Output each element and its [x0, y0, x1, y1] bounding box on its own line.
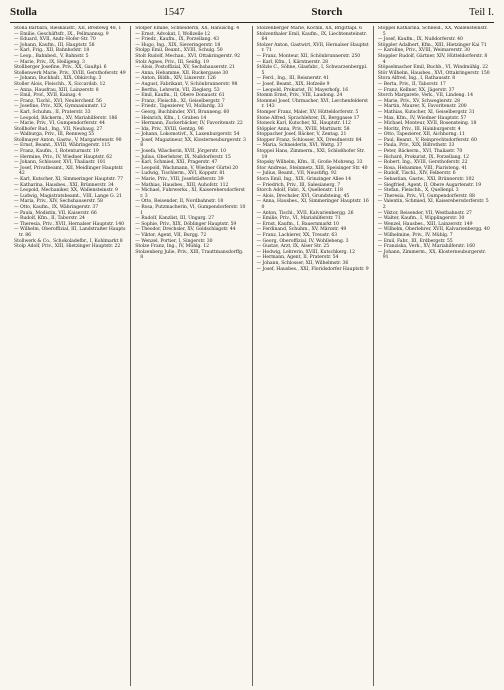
directory-entry: — Paula, Modistin, VII, Kaiserstr. 66	[14, 210, 97, 216]
directory-entry: — Rosa, Hebamme, VIII, Piaristeng. 41	[377, 165, 468, 171]
directory-entry: Stollwerk & Co., Schokoladefbr., I, Kohlmarkt 8	[14, 238, 123, 244]
directory-entry: — Bertha, Lehrerin, VII, Zieglerg. 53	[135, 87, 220, 93]
directory-entry: Stollenwerk Marie, Priv., XVIII, Gersthoferstr. 49	[14, 70, 126, 76]
directory-entry: Stoppacher Josef, Bäcker, V, Zentag. 21	[256, 132, 347, 138]
directory-entry: — Wilhelm, Oberoffizial, III, Landstraßer Hauptstr. 86	[14, 227, 126, 238]
directory-entry: — Max, Kfm., IV, Wiedner Hauptstr. 57	[377, 115, 467, 121]
directory-entry: — Stefan, Fleischh., X, Quellenpl. 3	[377, 188, 459, 194]
directory-entry: — Leop., Bahnbed., V, Bahnstr. 5	[14, 53, 89, 59]
column-3	[253, 26, 374, 686]
directory-entry: — Leopold, Bäckerm., XV, Mariahilferstr. 186	[14, 115, 118, 121]
directory-entry: — Josef, Kaufm., IX, Nußdorferstr. 40	[377, 37, 463, 43]
header-rule	[10, 22, 494, 23]
directory-entry: — Mathias, Kutscher, XI, Geiselbergstr. 31	[377, 109, 475, 115]
directory-entry: — Johann, Schlosser, XVI, Thaliastr. 101	[14, 160, 106, 166]
directory-entry: — Heinrich, Kfm., I, Graben 14	[135, 115, 207, 121]
directory-entry: — Hedwig, Lehrerin, XVIII, Kutschkerg. 12	[256, 249, 355, 255]
directory-entry: — Ernst, Advokat, I, Wollzeile 12	[135, 31, 211, 37]
directory-entry: Stölzle C., Söhne, Glasfabr., I, Schwarzenbergpl. 5	[256, 65, 368, 76]
directory-entry: — Walburga, Priv., III, Rennweg 55	[14, 132, 95, 138]
directory-entry: — Josefine, Priv., XIX, Gymnasiumstr. 12	[14, 104, 107, 110]
directory-entry: Stolze Franz, Ing., IV, Mühlg. 12	[135, 244, 209, 250]
directory-entry: — Marie, Priv., XV, Schweglerstr. 28	[377, 98, 460, 104]
directory-entry: — Alois, Drechsler, XVI, Grundsteing. 45	[256, 193, 350, 199]
directory-entry: — Hermine, Priv., IV, Wiedner Hauptstr. 62	[14, 154, 112, 160]
directory-entry: Stora Alfred, Ing., I, Rathausstr. 8	[377, 76, 456, 82]
directory-entry: — Martin, Maurer, X, Favoritenstr. 200	[377, 104, 467, 110]
directory-entry: — Maria, Priv., XIV, Sechshauserstr. 58	[14, 199, 103, 205]
directory-entry: Stopper Franz, Schlosser, XX, Dresdnerstr. 84	[256, 137, 362, 143]
directory-entry: Stoneck Karl, Kutscher, XI, Hauptstr. 112	[256, 121, 351, 127]
directory-entry: — Hermann, Zuckerbäcker, IV, Favoritenstr. 22	[135, 121, 243, 127]
directory-entry: — Viktor, Agent, VII, Burgg. 72	[135, 232, 207, 238]
directory-entry: — Friedrich, Priv., III, Salesianerg. 7	[256, 182, 341, 188]
directory-entry: — Hugo, Ing., XIX, Sieveringerstr. 18	[135, 42, 221, 48]
directory-entry: — Johann, Kaufm., III, Hauptstr. 58	[14, 42, 95, 48]
directory-entry: — Peter, Bäckerm., XVI, Thaliastr. 70	[377, 149, 463, 155]
directory-entry: — Leopold, Wachmann, V, Wiedner Gürtel 20	[135, 165, 239, 171]
directory-entry: — Ernst, Beamt., XVIII, Währingerstr. 115	[14, 143, 111, 149]
directory-entry: — Julius, Oberlehrer, IX, Nußdorferstr. 15	[135, 154, 231, 160]
directory-entry: Stone Alfred, Sprachlehrer, IX, Berggasse 17	[256, 115, 360, 121]
directory-entry: — Josefa, Wäscherin, XVII, Jörgerstr. 10	[135, 149, 227, 155]
directory-entry: — Anna, Hausfrau, XIII, Lainzerstr. 8	[14, 87, 99, 93]
directory-entry: Stollhofer Rud., Ing., VII, Neubaug. 27	[14, 126, 103, 132]
directory-entry: — Eduard, XVII, Andr.-Hofer-Str. 70	[14, 37, 96, 43]
directory-entry: Stolzenthaler Emil, Kaufm., IX, Liechtensteinstr. 64	[256, 31, 367, 43]
directory-entry: — Ludwig, Magistratsbeamt., VIII, Lange G. 21	[14, 193, 123, 199]
directory-entry: — Marie, Priv., VI, Gumpendorferstr. 44	[14, 121, 105, 127]
directory-entry: — Georg, Oberoffizial, IV, Wohllebeng. 3	[256, 238, 349, 244]
directory-entry: — Richard, Prokurist, IX, Porzellang. 12	[377, 154, 469, 160]
directory-entry: — Anna, Hausbes., XI, Simmeringer Hauptstr. 160	[256, 199, 369, 210]
directory-entry: — Moritz, Priv., III, Hainburgerstr. 4	[377, 126, 461, 132]
directory-entry: — Wenzel, Portier, I, Singerstr. 30	[135, 238, 213, 244]
directory-entry: — Michael, Fuhrwerks., XI, Kaiserebersdorferstr. 3	[135, 188, 245, 199]
directory-entry: — Gustav, Arzt, IX, Alser Str. 25	[256, 244, 330, 250]
directory-entry: — Karl, Schmied, XXI, Pragerstr. 47	[135, 160, 218, 166]
directory-entry: — Georg, Buchbinder, XVI, Brunneng. 60	[135, 109, 230, 115]
directory-entry: Stolt Rudolf, Mechan., XVI, Ottakringerstr. 92	[135, 53, 241, 59]
directory-entry: — Franz, Tischl., XVI, Neulerchenf. 56	[14, 98, 102, 104]
directory-entry: — Wilhelm, Oberlehrer, XVII, Kalvarienbergg. 40	[377, 227, 490, 233]
directory-entry: — August, Fabrikant, V, Schönbrunnerstr. 98	[135, 81, 238, 87]
directory-entry: Stomper Franz, Maler, XV, Hütteldorferstr. 5	[256, 109, 359, 115]
directory-entry: — Emil, Kaufm., II, Obere Donaustr. 61	[135, 93, 225, 99]
directory-entry: Stollmayer Anton, Gastw., V, Margaretenstr. 90	[14, 137, 122, 143]
directory-entry: — Paula, Priv., XIX, Billrothstr. 33	[377, 143, 455, 149]
page-header	[10, 6, 494, 22]
directory-entry: — Friedr., Tapezierer, VI, Mollardg. 33	[135, 104, 224, 110]
directory-entry: — Wilhelmine, Priv., IV, Mühlg. 7	[377, 232, 453, 238]
directory-entry: — Viktor, Reisender, VII, Westbahnstr. 27	[377, 210, 472, 216]
directory-entry: — Sebastian, Gastw., XXI, Brünnerstr. 102	[377, 177, 475, 183]
directory-entry: — Karl, Frig., XII, Bahnhofstr. 18	[14, 48, 90, 54]
directory-entry: — Theodor, Drechsler, XV, Goldschlagstr. 44	[135, 227, 236, 233]
directory-entry: — Walter, Kaufm., I, Wipplingerstr. 30	[377, 216, 465, 222]
directory-entry: — Rudolf, Kanzlist, III, Ungarg. 27	[135, 216, 214, 222]
directory-entry: Stommel Josef, Uhrmacher, XVI, Lerchenfelderstr. 143	[256, 98, 368, 110]
directory-entry: Stor Andreas, Steinmetz, XIII, Speisinger Str. 40	[256, 165, 368, 171]
column-2	[131, 26, 252, 686]
directory-entry: — Leopold, Mechaniker, XX, Wallensteinstr. 9	[14, 188, 118, 194]
directory-entry: — Katharina, Hausbes., XXI, Brünnerstr. 34	[14, 182, 114, 188]
page-number: 1547	[163, 7, 185, 18]
directory-entry: Stöpselmacher Emil, Buchb., VI, Windmühlg. 22	[377, 65, 489, 71]
directory-entry: — Rosa, Putzmacherin, VI, Gumpendorferstr. 101	[135, 205, 246, 216]
directory-entry: Stolzer Anton, Gastwirt, XVII, Hernalser Hauptstr. 71	[256, 42, 369, 54]
directory-entry: — Theresia, Priv., VI, Gumpendorferstr. 88	[377, 193, 475, 199]
directory-entry: — Josef, Beamt., XIX, Hofzeile 9	[256, 81, 330, 87]
directory-entry: — Alois, Postoffizial, XV, Sechshauserstr. 21	[135, 65, 235, 71]
directory-entry: — Siegfried, Agent, II, Obere Augartenstr. 19	[377, 182, 482, 188]
directory-entry: — Wenzel, Hausbes., XIII, Lainzerstr. 149	[377, 221, 473, 227]
directory-entry: — Emilie, Priv., VI, Mariahilferstr. 71	[256, 216, 341, 222]
directory-entry: Stollberger Josefine, Priv., XX, Gaußpl. 6	[14, 65, 107, 71]
directory-entry: — Paul, Beamt., V, Reinprechtsdorferstr. 60	[377, 137, 477, 143]
directory-entry: — Karl, Kutscher, XI, Simmeringer Hauptstr. 77	[14, 177, 124, 183]
directory-entry: — Otto, Kaufm., IX, Währingerstr. 37	[14, 205, 99, 210]
directory-entry: — Hermann, Agent, II, Praterstr. 54	[256, 255, 339, 261]
directory-entry: — Karoline, Priv., XVIII, Weimarerstr. 30	[377, 48, 470, 54]
directory-entry: — Rudolf, Tischl., XIV, Felberstr. 6	[377, 171, 456, 177]
left-catchword: Stolla	[10, 6, 37, 18]
directory-entry: — Leopold, Prokurist, IV, Mayerhofg. 16	[256, 87, 349, 93]
directory-entry: Stoppler Rudolf, Gärtner, XIV, Hütteldorferstr. 84	[377, 53, 488, 65]
directory-entry: — Ida, Priv., XVIII, Gentzg. 96	[135, 126, 204, 132]
directory-entry: — Anton, Tischl., XVII, Kalvarienbergg. 26	[256, 210, 354, 216]
directory-entry: — Robert, Ing., XVIII, Gersthoferstr. 22	[377, 160, 468, 166]
directory-entry: Stöppler Adalbert, Kfm., XIII, Hietzinger Kai 71	[377, 42, 487, 48]
directory-entry: — Otto, Tapezierer, XII, Aichhorng. 11	[377, 132, 466, 138]
directory-entry: Stolz Agnes, Priv., III, Seidlg. 19	[135, 59, 209, 65]
directory-entry: — Marie, Priv., VIII, Josefstädterstr. 39	[135, 177, 224, 183]
directory-entry: — Sophie, Priv., XIX, Döblinger Hauptstr. 59	[135, 221, 237, 227]
directory-entry: — Emil, Prof., XVII, Kainzg. 4	[14, 93, 82, 99]
column-1	[10, 26, 131, 686]
directory-entry: — Karl, Kfm., I, Kärntnerstr. 28	[256, 59, 329, 65]
directory-entry: — Theresia, Priv., XVII, Hernalser Hauptstr. 140	[14, 221, 125, 227]
directory-entry: — Rudolf, Kfm., II, Taborstr. 24	[14, 216, 85, 222]
directory-entry: — Josef, Magazineur, XX, Klosterneuburgerstr. 38	[135, 137, 246, 149]
directory-entry: — Franz, Kaufm., I, Rotenturmstr. 19	[14, 149, 99, 155]
directory-entry: Stöppel Katharina, Schneid., XX, Wallensteinstr. 5	[377, 26, 488, 37]
directory-entry: Stora Emil, Ing., XIX, Grinzinger Allee 14	[256, 177, 351, 183]
directory-entry: — Anna, Hebamme, XII, Ruckergasse 30	[135, 70, 229, 76]
directory-entry: — Franz, Monteur, XII, Schönbrunnerstr. 250	[256, 53, 361, 59]
directory-entry: — Anton, Bildh., XIV, Linzerstr. 126	[135, 76, 216, 82]
directory-entry: — Michael, Monteur, XVII, Rosensteing. 18	[377, 121, 477, 127]
directory-entry: Stomm Ernst, Priv., VIII, Laudong. 24	[256, 93, 343, 99]
directory-entry: — Ernst, Kaufm., I, Bauernmarkt 10	[256, 221, 339, 227]
directory-entry: Stolla Barbara, Rieskaustr., XII, Breitewg 48, 1	[14, 26, 122, 31]
directory-entry: Stolpp Emil, Beamt., XVIII, Schulg. 50	[135, 48, 223, 54]
directory-entry: — Johann, Lokomotivf., X, Laxenburgerstr. 54	[135, 132, 240, 138]
directory-entry: — Otto, Reisender, II, Nordbahnstr. 18	[135, 199, 224, 205]
directory-entry: Storch Adolf, Fabr., X, Quellenstr. 118	[256, 188, 343, 194]
directory-entry: — Ferdinand, Schuhm., XV, Märzstr. 49	[256, 227, 347, 233]
directory-entry: — Mathias, Hausbes., XIII, Auhofstr. 112	[135, 182, 229, 188]
directory-entry: — Johann, Buchhalt., XIX, Obkirchg. 3	[14, 76, 102, 82]
directory-entry: — Johann, Zimmerm., XX, Klosterneuburgerstr. 91	[377, 249, 486, 261]
directory-entry: Stolzenberger Marie, Köchin, XX, Brigittapl. 6	[256, 26, 362, 31]
directory-columns	[10, 26, 494, 686]
directory-entry: Stolzenberg Julie, Priv., XIII, Trauttmansdorffg. 8	[135, 249, 244, 261]
directory-entry: Stöppler Anna, Priv., XVIII, Martinstr. 58	[256, 126, 350, 132]
directory-entry: Stopsky Wilhelm, Kfm., II, Große Mohreng. 33	[256, 160, 363, 166]
directory-entry: — Karl, Schuhm., II, Praterstr. 33	[14, 109, 91, 115]
directory-entry: Stoppel Hans, Zimmerm., XXI, Schloßhofer Str. 19	[256, 149, 365, 160]
directory-entry: — Franz, Lackierer, XX, Treustr. 63	[256, 232, 338, 238]
directory-entry: — Emilie, Geschäftsfr., IX., Pellmannsg. 9	[14, 31, 109, 37]
directory-entry: — Friedr., Kaufm., IX, Porzellang. 43	[135, 37, 219, 43]
directory-entry: — Ludwig, Tischlerm., XVI, Koppstr. 81	[135, 171, 226, 177]
directory-entry: — Franz, Kellner, XX, Jägerstr. 37	[377, 87, 455, 93]
directory-entry: — Johann, Schlosser, XII, Wilhelmstr. 36	[256, 260, 349, 266]
directory-entry: Stolp Adolf, Priv., XIII, Hietzinger Hauptstr. 22	[14, 244, 121, 250]
directory-entry: Stör Wilhelm, Hausbes., XVI, Ottakringerstr. 150	[377, 70, 490, 76]
directory-entry: — Emil, Fabr., III, Erdbergstr. 55	[377, 238, 453, 244]
directory-entry: Storch Margarete, Verk., VII, Lindeng. 14	[377, 93, 474, 99]
directory-entry: — Josef, Privatbeamt., XII, Meidlinger Hauptstr. 42	[14, 165, 124, 177]
directory-entry: — Ferd., Ing., III, Reisnerstr. 41	[256, 76, 330, 82]
directory-entry: — Maria, Schneiderin, XVI, Wattg. 37	[256, 143, 343, 149]
volume-label: Teil I.	[469, 7, 494, 18]
directory-entry: Stoller Alois, Fleischh., X, Siccardsb. 12	[14, 81, 106, 87]
directory-entry: — Marie, Priv., IX, Heiligeng. 3	[14, 59, 85, 65]
directory-entry: — Josef, Hausbes., XXI, Floridsdorfer Hauptstr. 9	[256, 266, 369, 272]
column-4	[374, 26, 494, 686]
directory-entry: — Julius, Beamt., VII, Neustiftg. 92	[256, 171, 337, 177]
directory-entry: Stolper Emilie, Schneiderin, XX, Hanuschg. 4	[135, 26, 240, 31]
directory-entry: — Berta, Priv., II, Taborstr. 17	[377, 81, 446, 87]
directory-entry: — Franz, Fleischh., XI, Geiselbergstr. 7	[135, 98, 225, 104]
directory-entry: — Valentin, Schmied, XI, Kaiserebersdorferstr. 52	[377, 199, 489, 210]
right-catchword: Storch	[311, 6, 343, 18]
directory-entry: — Franziska, Verk., XV, Mariahilferstr. 160	[377, 244, 476, 250]
